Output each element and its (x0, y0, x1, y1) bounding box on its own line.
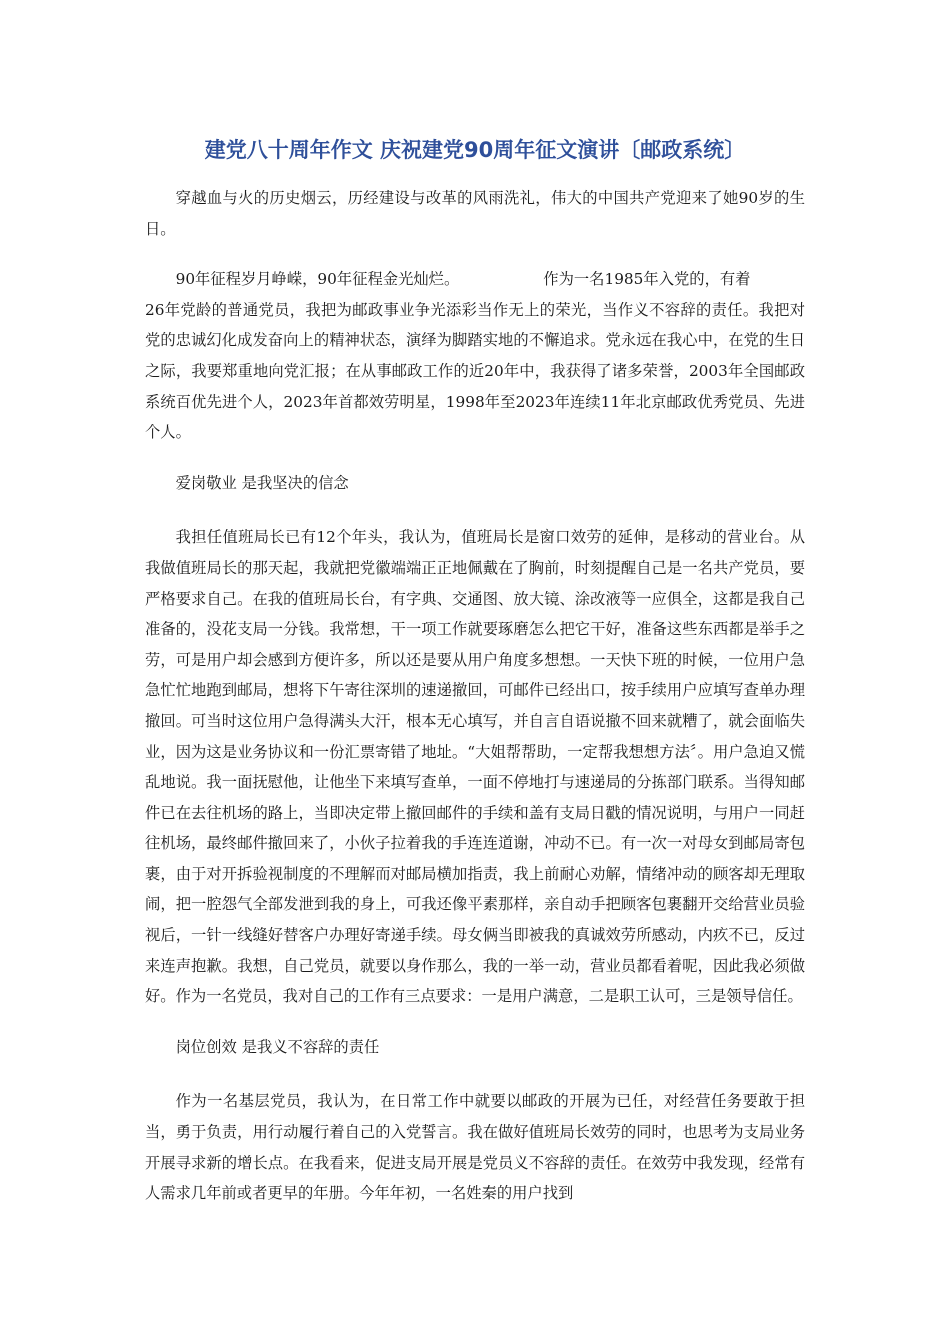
section-heading-responsibility: 岗位创效 是我义不容辞的责任 (175, 1037, 380, 1056)
paragraph-body: 26年党龄的普通党员，我把为邮政事业争光添彩当作无上的荣光，当作义不容辞的责任。我把对党的忠诚幻化成发奋向上的精神状态，演绎为脚踏实地的不懈追求。党永远在我心中，在党的生日之际，我要郑重地向党汇报；在从事邮政工作的近20年中，我获得了诸多荣誉，2003年全国邮政系统百优先进个人，2023年首都效劳明星，1998年至2023年连续11年北京邮政优秀党员、先进个人。 (145, 300, 805, 442)
paragraph-intro: 穿越血与火的历史烟云，历经建设与改革的风雨洗礼，伟大的中国共产党迎来了她90岁的生日。 (145, 189, 805, 238)
section-heading-dedication: 爱岗敬业 是我坚决的信念 (175, 473, 349, 492)
document-body (145, 183, 805, 1229)
paragraph-duty-manager: 我担任值班局长已有12个年头，我认为，值班局长是窗口效劳的延伸，是移动的营业台。从我做值班局长的那天起，我就把党徽端端正正地佩戴在了胸前，时刻提醒自己是一名共产党员，要严格要求自己。在我的值班局长台，有字典、交通图、放大镜、涂改液等一应俱全，这都是我自己准备的，没花支局一分钱。我常想，干一项工作就要琢磨怎么把它干好，准备这些东西都是举手之劳，可是用户却会感到方便许多，所以还是要从用户角度多想想。一天快下班的时候，一位用户急急忙忙地跑到邮局，想将下午寄往深圳的速递撤回，可邮件已经出口，按手续用户应填写查单办理撤回。可当时这位用户急得满头大汗，根本无心填写，并自言自语说撤不回来就糟了，就会面临失业，因为这是业务协议和一份汇票寄错了地址。“大姐帮帮助，一定帮我想想方法〞。用户急迫又慌乱地说。我一面抚慰他，让他坐下来填写查单，一面不停地打与速递局的分拣部门联系。当得知邮件已在去往机场的路上，当即决定带上撤回邮件的手续和盖有支局日戳的情况说明，与用户一同赶往机场，最终邮件撤回来了，小伙子拉着我的手连连道谢，冲动不已。有一次一对母女到邮局寄包裹，由于对开拆验视制度的不理解而对邮局横加指责，我上前耐心劝解，情绪冲动的顾客却无理取闹，把一腔怨气全部发泄到我的身上，可我还像平素那样，亲自动手把顾客包裹翻开交给营业员验视后，一针一线缝好替客户办理好寄递手续。母女俩当即被我的真诚效劳所感动，内疚不已，反过来连声抱歉。我想，自己党员，就要以身作那么，我的一举一动，营业员都看着呢，因此我必须做好。作为一名党员，我对自己的工作有三点要求：一是用户满意，二是职工认可，三是领导信任。 (145, 528, 805, 1006)
paragraph-lead-a: 90年征程岁月峥嵘，90年征程金光灿烂。 (175, 270, 460, 289)
paragraph-party-member (145, 264, 805, 448)
document-title: 建党八十周年作文 庆祝建党90周年征文演讲〔邮政系统〕 (204, 138, 746, 162)
paragraph-lead-b: 作为一名1985年入党的，有着 (543, 270, 751, 289)
paragraph-grassroots: 作为一名基层党员，我认为，在日常工作中就要以邮政的开展为已任，对经营任务要敢于担当，勇于负责，用行动履行着自己的入党誓言。我在做好值班局长效劳的同时，也思考为支局业务开展寻求新的增长点。在我看来，促进支局开展是党员义不容辞的责任。在效劳中我发现，经常有人需求几年前或者更早的年册。今年年初，一名姓秦的用户找到 (145, 1092, 805, 1203)
